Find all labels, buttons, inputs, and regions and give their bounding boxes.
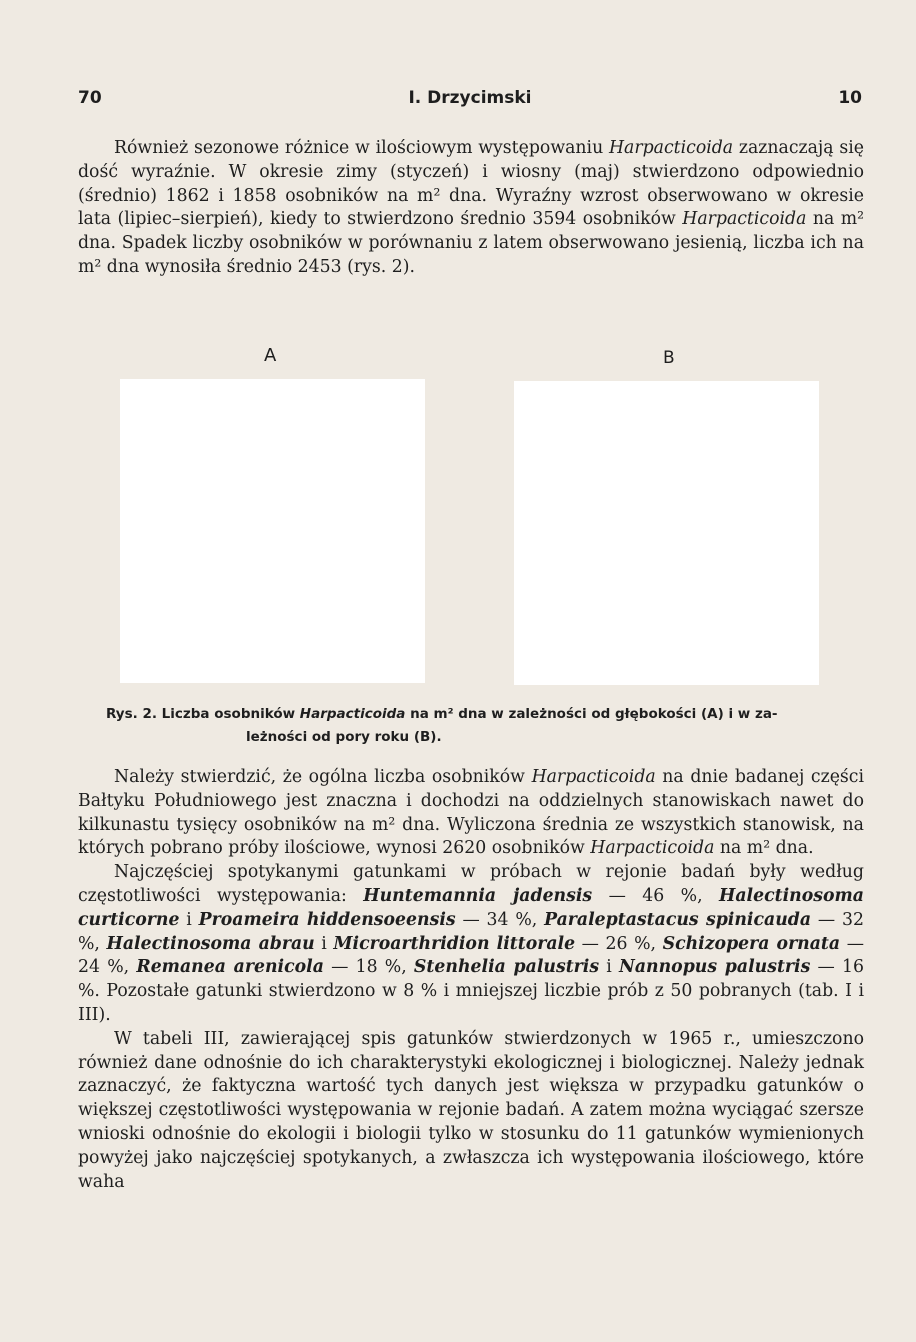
species-name: Microarthridion littorale <box>333 933 576 954</box>
species-name: Halectinosoma curticorne <box>78 885 864 930</box>
species-name: Schizopera ornata <box>662 933 841 954</box>
page-number: 70 <box>78 88 102 108</box>
figure-panel-b <box>514 381 819 685</box>
issue-number: 10 <box>838 88 862 108</box>
paragraph-frequent-species: Najczęściej spotykanymi gatunkami w próbach w rejonie badań były według częstotliwości występowania: Huntemannia jadensis — 46 %, Halectinosoma curticorne i Proameira hiddensoeensis — 34 %, Paraleptastacus spinicauda — 32 %, Halectinosoma abrau i Microarthridion littorale — 26 %, Schizopera ornata — 24 %, Remanea arenicola — 18 %, Stenhelia palustris i Nannopus palustris — 16 %. Pozostałe gatunki stwierdzono w 8 % i mniejszej liczbie prób z 50 pobranych (tab. I i III). <box>78 862 865 1025</box>
species-name: Nannopus palustris <box>619 957 811 978</box>
page-header <box>78 88 862 114</box>
paragraph-total-abundance: Należy stwierdzić, że ogólna liczba osobników Harpacticoida na dnie badanej części Bałtyku Południowego jest znaczna i dochodzi na oddzielnych stanowiskach nawet do kilkunastu tysięcy osobników na m² dna. Wyliczona średnia ze wszystkich stanowisk, na których pobrano próby ilościowe, wynosi 2620 osobników Harpacticoida na m² dna. <box>78 767 864 859</box>
species-name: Huntemannia jadensis <box>363 885 593 906</box>
taxon-name: Harpacticoida <box>531 767 656 787</box>
figure-label-a: A <box>264 345 277 366</box>
figure-caption: Rys. 2. Liczba osobników Harpacticoida na m² dna w zależności od głębokości (A) i w za- leżności od pory roku (B). <box>106 706 778 745</box>
body-text-lower <box>78 766 864 1194</box>
paragraph-seasonal-differences: Również sezonowe różnice w ilościowym występowaniu Harpacticoida zaznaczają się dość wyraźnie. W okresie zimy (styczeń) i wiosny (maj) stwierdzono odpowiednio (średnio) 1862 i 1858 osobników na m² dna. Wyraźny wzrost obserwowano w okresie lata (lipiec–sierpień), kiedy to stwierdzono średnio 3594 osobników Harpacticoida na m² dna. Spadek liczby osobników w porównaniu z latem obserwowano jesienią, liczba ich na m² dna wynosiła średnio 2453 (rys. 2). <box>78 138 865 277</box>
taxon-name: Harpacticoida <box>682 209 807 230</box>
species-name: Halectinosoma abrau <box>106 933 315 954</box>
species-name: Remanea arenicola <box>136 957 324 978</box>
taxon-name: Harpacticoida <box>590 838 715 859</box>
species-name: Proameira hiddensoeensis <box>198 909 456 930</box>
figure-label-b: B <box>663 348 675 368</box>
taxon-name: Harpacticoida <box>608 138 734 158</box>
figure-panel-a <box>120 379 425 683</box>
species-name: Stenhelia palustris <box>413 957 600 978</box>
species-name: Paraleptastacus spinicauda <box>544 909 812 930</box>
paragraph-table-three: W tabeli III, zawierającej spis gatunków stwierdzonych w 1965 r., umieszczono również dane odnośnie do ich charakterystyki ekologicznej i biologicznej. Należy jednak zaznaczyć, że faktyczna wartość tych danych jest większa w przypadku gatunków o większej częstotliwości występowania w rejonie badań. A zatem można wyciągać szersze wnioski odnośnie do ekologii i biologii tylko w stosunku do 11 gatunków wymienionych powyżej jako najczęściej spotykanych, a zwłaszcza ich występowania ilościowego, które waha <box>78 1028 864 1192</box>
running-head: I. Drzycimski <box>408 88 532 108</box>
taxon-name: Harpacticoida <box>299 706 406 722</box>
